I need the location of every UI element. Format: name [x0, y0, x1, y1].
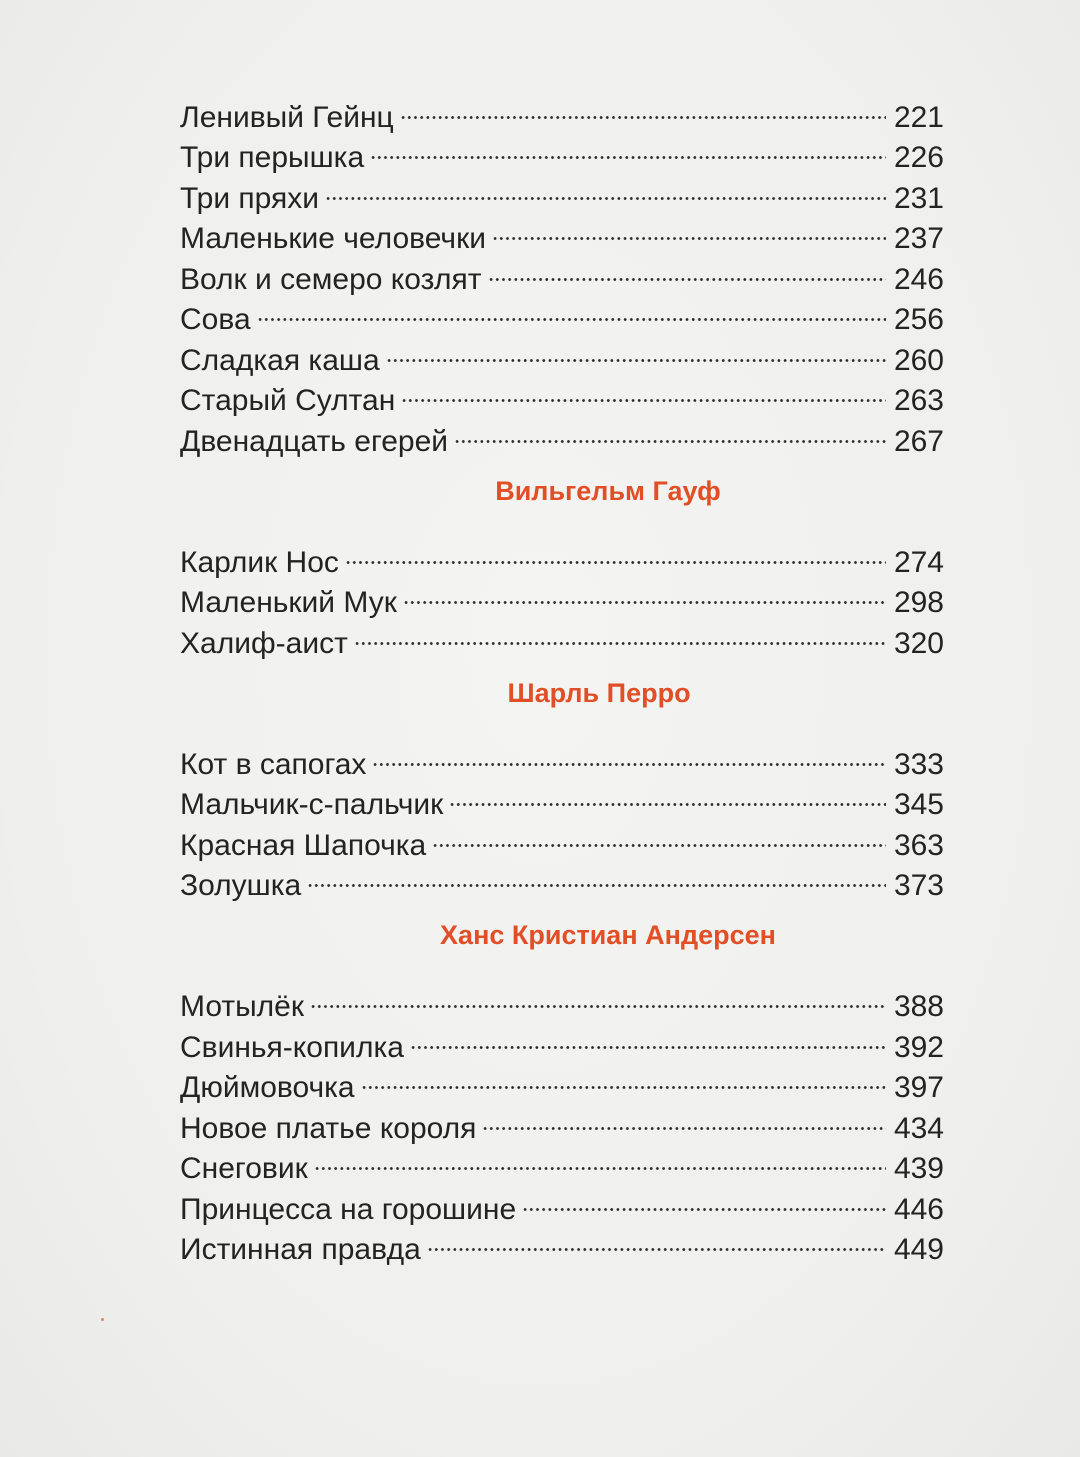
toc-entry — [180, 86, 944, 134]
toc-entry-title: Волк и семеро козлят — [180, 262, 482, 296]
toc-entry-title: Новое платье короля — [180, 1111, 477, 1145]
toc-entry-title: Мальчик-с-пальчик — [180, 788, 444, 821]
leader-dots — [354, 612, 886, 653]
leader-dots — [372, 733, 886, 774]
toc-section-hauff — [180, 471, 944, 660]
toc-entry — [180, 289, 944, 336]
toc-entry-page: 263 — [893, 384, 944, 417]
toc-entry-page: 274 — [893, 545, 944, 579]
leader-dots — [410, 1016, 886, 1057]
toc-section-perrault — [180, 673, 944, 902]
toc-entry-title: Три пряхи — [180, 181, 320, 215]
toc-entry-page: 388 — [893, 990, 944, 1023]
leader-dots — [361, 1057, 886, 1098]
toc-entry-title: Халиф-аист — [180, 626, 348, 660]
toc-entry-page: 246 — [893, 262, 944, 296]
toc-entry-page: 237 — [893, 222, 944, 255]
leader-dots — [488, 248, 886, 289]
leader-dots — [454, 410, 886, 451]
author-heading: Ханс Кристиан Андерсен — [440, 920, 776, 950]
toc-entry-page: 226 — [893, 141, 944, 174]
toc-entry-page: 256 — [893, 303, 944, 336]
toc-entry-title: Снеговик — [180, 1152, 308, 1185]
leader-dots — [310, 976, 886, 1017]
toc-entry-page: 320 — [893, 626, 944, 660]
toc-entry-title: Маленький Мук — [180, 586, 397, 619]
leader-dots — [386, 329, 886, 370]
leader-dots — [403, 572, 886, 613]
toc-entry-page: 439 — [893, 1152, 944, 1185]
author-heading: Вильгельм Гауф — [495, 475, 721, 506]
toc-entry-page: 392 — [893, 1030, 944, 1064]
author-heading: Шарль Перро — [507, 677, 691, 708]
toc-entry-title: Карлик Нос — [180, 545, 339, 579]
toc-entry-page: 345 — [893, 788, 944, 821]
leader-dots — [257, 289, 886, 330]
toc-entry-page: 434 — [893, 1111, 944, 1145]
toc-entry-title: Ленивый Гейнц — [180, 100, 394, 134]
leader-dots — [345, 531, 886, 572]
toc-entry-title: Свинья-копилка — [180, 1030, 404, 1064]
toc-entry-title: Золушка — [180, 869, 302, 902]
toc-section-andersen — [180, 915, 944, 1266]
toc-entry-title: Маленькие человечки — [180, 222, 486, 255]
toc-entry-title: Принцесса на горошине — [180, 1192, 517, 1226]
leader-dots — [314, 1138, 886, 1179]
toc-entry-title: Старый Султан — [180, 384, 396, 417]
toc-entry-title: Сова — [180, 303, 251, 336]
leader-dots — [400, 86, 886, 127]
leader-dots — [325, 167, 886, 208]
leader-dots — [427, 1219, 886, 1260]
toc-entry-title: Красная Шапочка — [180, 828, 427, 862]
leader-dots — [307, 855, 886, 896]
leader-dots — [401, 370, 886, 411]
leader-dots — [432, 814, 886, 855]
leader-dots — [522, 1178, 886, 1219]
toc-entry-page: 373 — [893, 869, 944, 902]
leader-dots — [370, 127, 886, 168]
paper-speck — [101, 1318, 104, 1321]
toc-entry-title: Мотылёк — [180, 990, 304, 1023]
toc-entry-title: Двенадцать егерей — [180, 424, 449, 458]
toc-entry — [180, 976, 944, 1023]
toc-entry — [180, 531, 944, 579]
toc-entry-page: 267 — [893, 424, 944, 458]
toc-entry-page: 260 — [893, 343, 944, 377]
toc-entry-title: Сладкая каша — [180, 343, 380, 377]
toc-entry — [180, 733, 944, 781]
leader-dots — [482, 1097, 886, 1138]
leader-dots — [449, 774, 886, 815]
leader-dots — [492, 208, 886, 249]
toc-entry-title: Кот в сапогах — [180, 747, 367, 781]
toc-entry-page: 298 — [893, 586, 944, 619]
toc-entry-title: Три перышка — [180, 141, 365, 174]
toc-entry-page: 449 — [893, 1233, 944, 1266]
toc-entry — [180, 329, 944, 377]
toc-entry-title: Дюймовочка — [180, 1071, 355, 1104]
table-of-contents — [180, 86, 944, 1266]
toc-entry-page: 333 — [893, 747, 944, 781]
toc-section-brothers-grimm-continued — [180, 86, 944, 458]
toc-entry-page: 397 — [893, 1071, 944, 1104]
toc-entry-title: Истинная правда — [180, 1233, 421, 1266]
toc-entry-page: 446 — [893, 1192, 944, 1226]
toc-entry-page: 231 — [893, 181, 944, 215]
toc-entry-page: 363 — [893, 828, 944, 862]
toc-entry-page: 221 — [893, 100, 944, 134]
